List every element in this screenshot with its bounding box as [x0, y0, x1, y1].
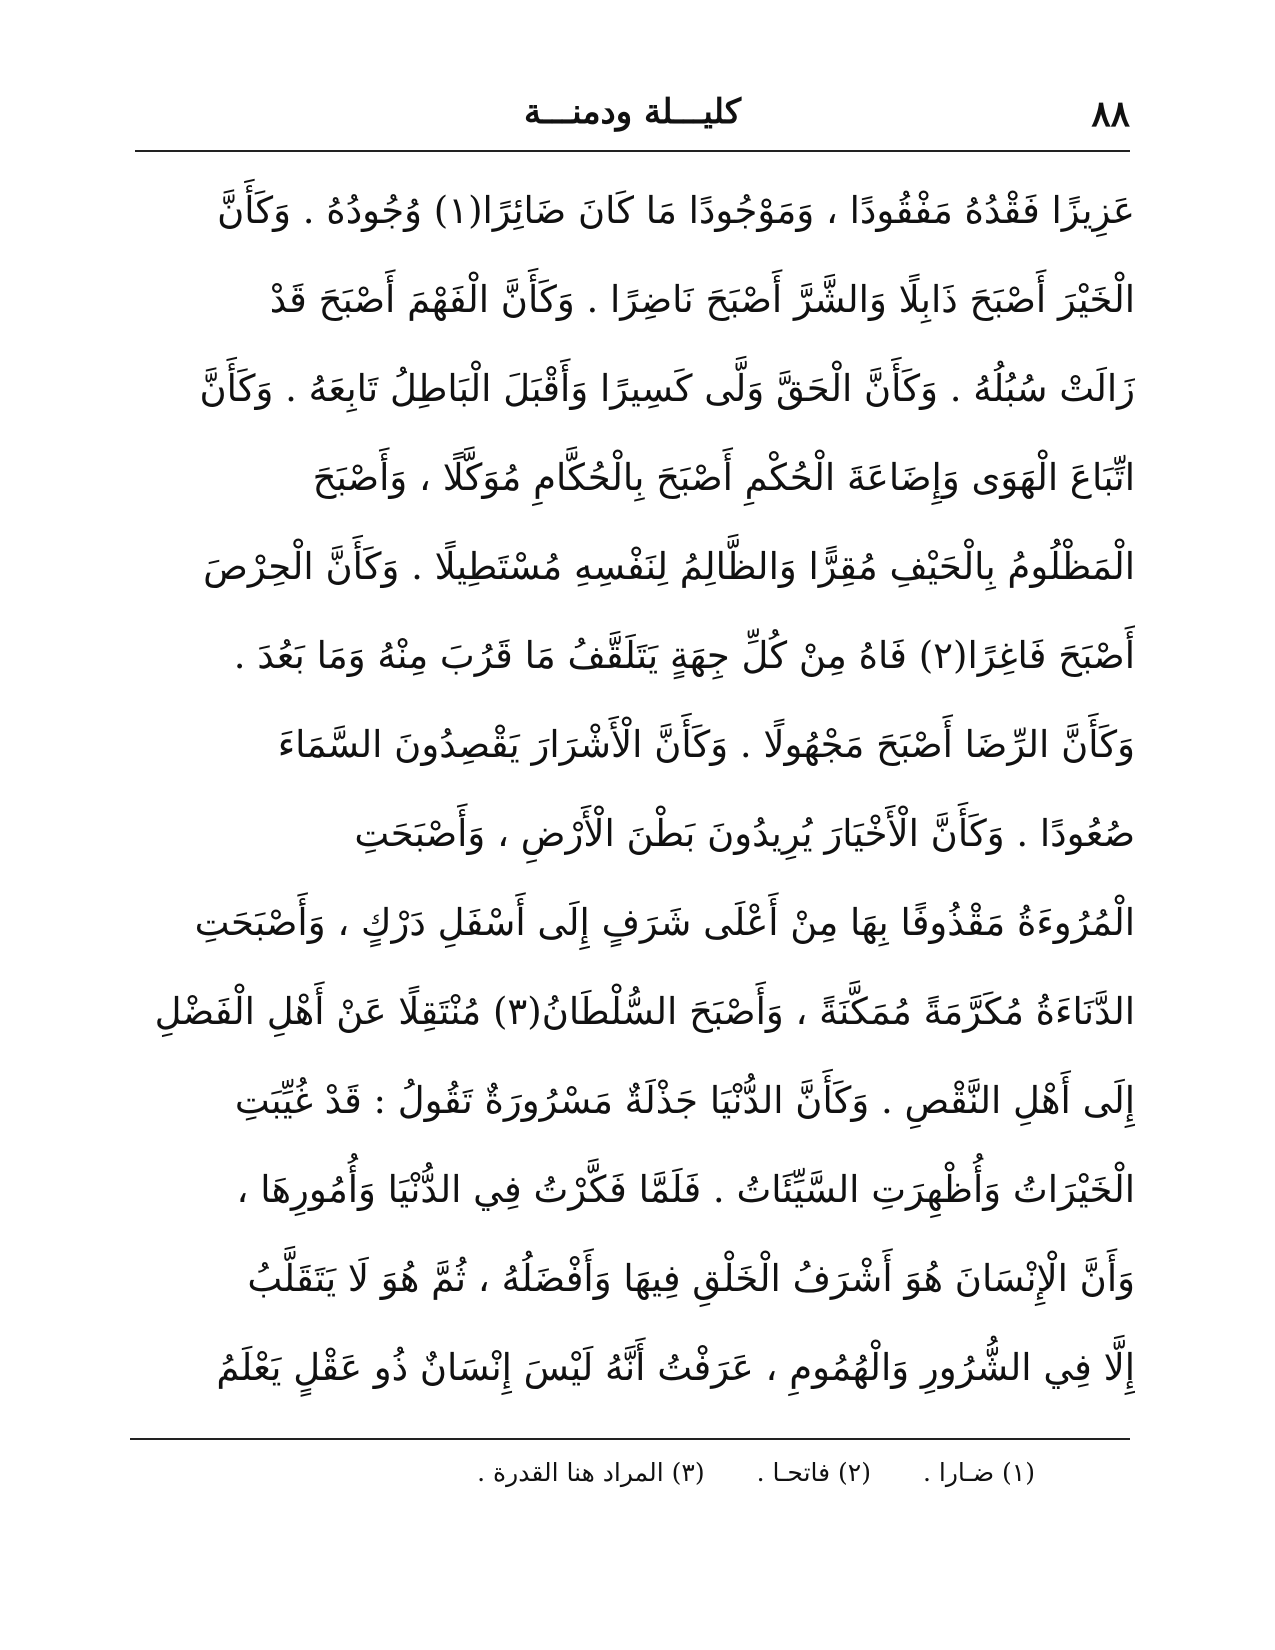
text-line: عَزِيزًا فَقْدُهُ مَفْقُودًا ، وَمَوْجُودًا مَا كَانَ ضَائِرًا(١) وُجُودُهُ . وَكَأَنَّ — [217, 189, 1135, 232]
text-line: زَالَتْ سُبُلُهُ . وَكَأَنَّ الْحَقَّ وَلَّى كَسِيرًا وَأَقْبَلَ الْبَاطِلُ تَابِعَهُ . وَكَأَنَّ — [199, 367, 1135, 410]
text-line: اتِّبَاعَ الْهَوَى وَإِضَاعَةَ الْحُكْمِ أَصْبَحَ بِالْحُكَّامِ مُوَكَّلًا ، وَأَصْبَحَ — [312, 456, 1135, 499]
page-header — [135, 86, 1130, 148]
text-line: أَصْبَحَ فَاغِرًا(٢) فَاهُ مِنْ كُلِّ جِهَةٍ يَتَلَقَّفُ مَا قَرُبَ مِنْهُ وَمَا بَعُدَ . — [233, 634, 1135, 677]
text-line: الدَّنَاءَةُ مُكَرَّمَةً مُمَكَّنَةً ، وَأَصْبَحَ السُّلْطَانُ(٣) مُنْتَقِلًا عَنْ أَهْلِ الْفَضْلِ — [154, 990, 1135, 1033]
text-line: صُعُودًا . وَكَأَنَّ الْأَخْيَارَ يُرِيدُونَ بَطْنَ الْأَرْضِ ، وَأَصْبَحَتِ — [354, 812, 1135, 855]
text-line: الْخَيْرَاتُ وَأُظْهِرَتِ السَّيِّئَاتُ . فَلَمَّا فَكَّرْتُ فِي الدُّنْيَا وَأُمُورِهَا ، — [236, 1168, 1135, 1211]
footnotes — [180, 1448, 1035, 1498]
text-line: وَأَنَّ الْإِنْسَانَ هُوَ أَشْرَفُ الْخَلْقِ فِيهَا وَأَفْضَلُهُ ، ثُمَّ هُوَ لَا يَتَقَلَّبُ — [247, 1257, 1135, 1300]
text-line: إِلَى أَهْلِ النَّقْصِ . وَكَأَنَّ الدُّنْيَا جَذْلَةٌ مَسْرُورَةٌ تَقُولُ : قَدْ غُيِّبَتِ — [234, 1079, 1135, 1122]
text-line: الْمُرُوءَةُ مَقْذُوفًا بِهَا مِنْ أَعْلَى شَرَفٍ إِلَى أَسْفَلِ دَرْكٍ ، وَأَصْبَحَتِ — [194, 901, 1135, 944]
page-number: ٨٨ — [1091, 93, 1130, 135]
text-line: الْمَظْلُومُ بِالْحَيْفِ مُقِرًّا وَالظَّالِمُ لِنَفْسِهِ مُسْتَطِيلًا . وَكَأَنَّ الْحِرْصَ — [203, 545, 1135, 588]
text-line: الْخَيْرَ أَصْبَحَ ذَابِلًا وَالشَّرَّ أَصْبَحَ نَاضِرًا . وَكَأَنَّ الْفَهْمَ أَصْبَحَ قَدْ — [269, 278, 1135, 321]
header-rule — [135, 150, 1130, 152]
footnote-2: (٢) فاتحـا . — [756, 1458, 871, 1487]
footnote-1: (١) ضـارا . — [923, 1458, 1035, 1487]
footnote-rule — [130, 1438, 1130, 1440]
text-line: وَكَأَنَّ الرِّضَا أَصْبَحَ مَجْهُولًا . وَكَأَنَّ الْأَشْرَارَ يَقْصِدُونَ السَّمَاءَ — [277, 723, 1135, 766]
text-line: إِلَّا فِي الشُّرُورِ وَالْهُمُومِ ، عَرَفْتُ أَنَّهُ لَيْسَ إِنْسَانٌ ذُو عَقْلٍ يَعْلَمُ — [216, 1346, 1135, 1389]
footnote-3: (٣) المراد هنا القدرة . — [477, 1458, 705, 1487]
main-text — [135, 166, 1135, 1411]
running-title: كليـــلة ودمنـــة — [523, 92, 742, 132]
